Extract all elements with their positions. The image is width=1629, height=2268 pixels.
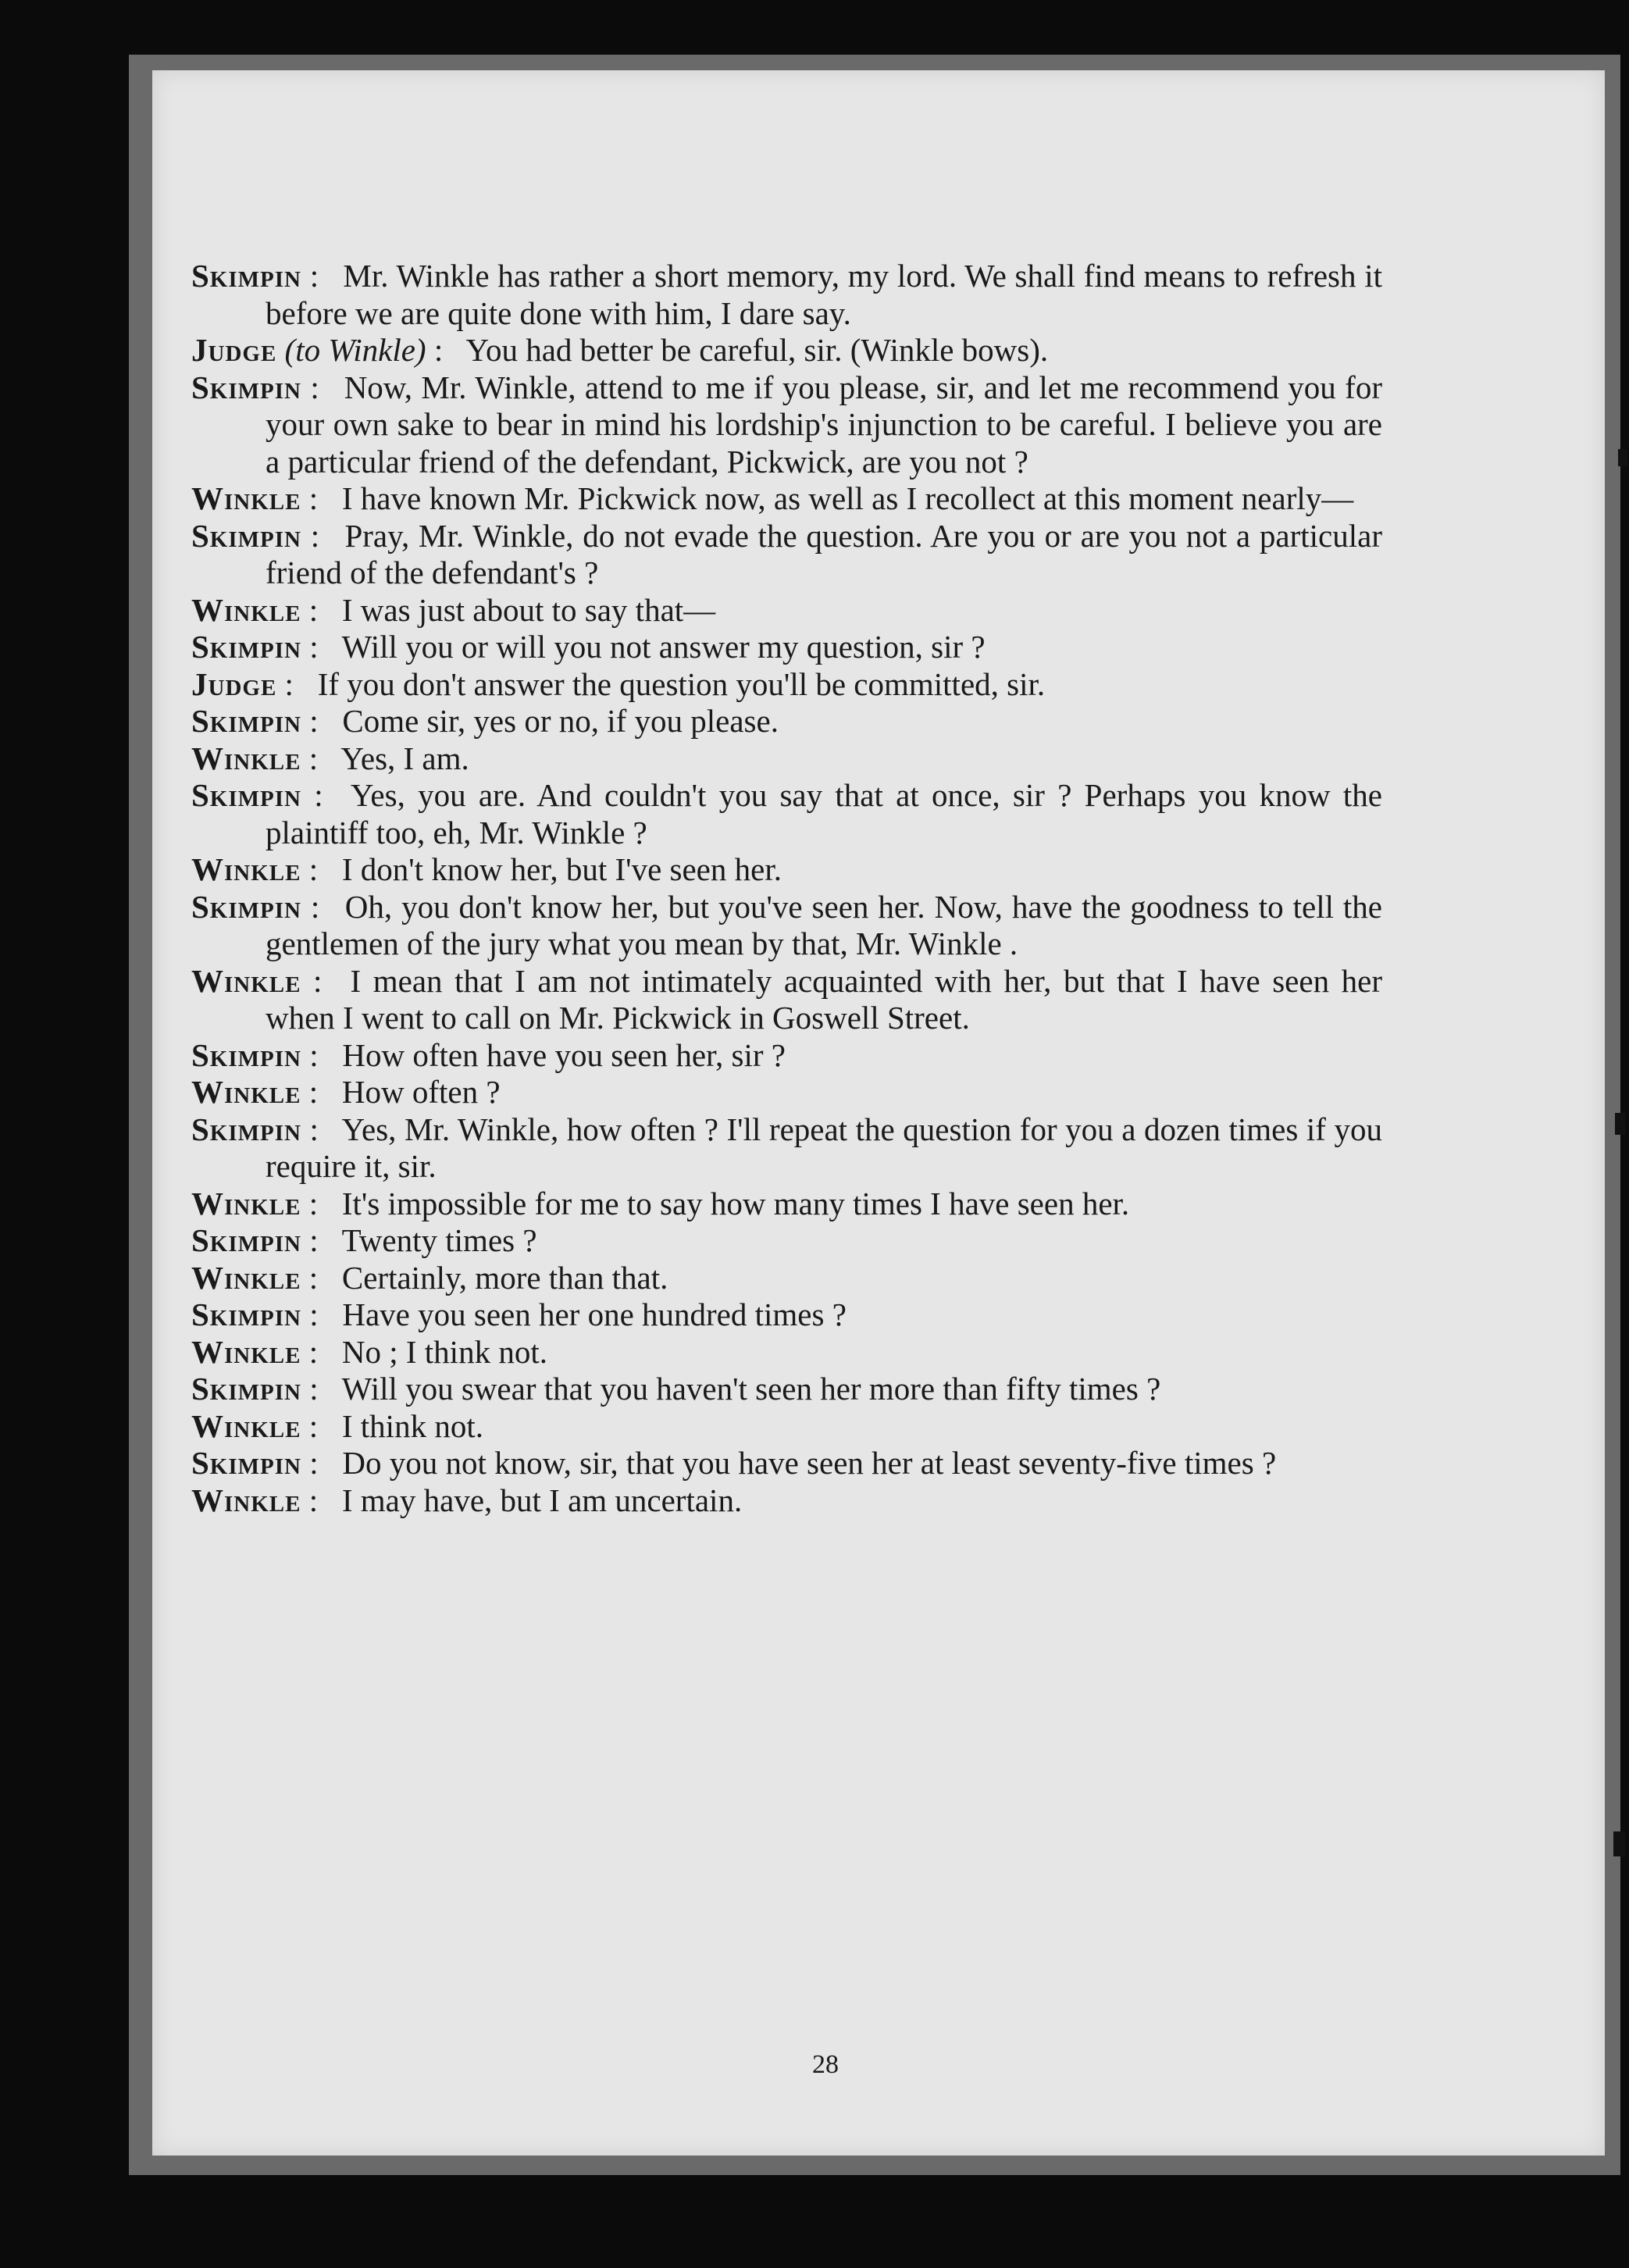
- line-text: I may have, but I am uncertain.: [341, 1482, 743, 1518]
- dialogue-line-24: Winkle : I think not.: [191, 1407, 483, 1444]
- line-text: Oh, you don't know her, but you've seen her. Now, have the goodness to tell the gentlemen of the jury what you mean by that, Mr. Winkle .: [266, 888, 1383, 961]
- dialogue-line-8: Judge : If you don't answer the question you'll be committed, sir.: [191, 665, 1046, 702]
- speaker-name: Skimpin: [191, 1445, 301, 1481]
- line-text: Have you seen her one hundred times ?: [342, 1296, 847, 1332]
- speaker-name: Skimpin: [191, 517, 301, 554]
- speaker-name: Skimpin: [191, 369, 301, 405]
- line-text: I mean that I am not intimately acquainted with her, but that I have seen her when I went to call on Mr. Pickwick in Goswell Street.: [266, 962, 1382, 1036]
- line-text: Yes, Mr. Winkle, how often ? I'll repeat the question for you a dozen times if you require it, sir.: [266, 1111, 1382, 1184]
- speaker-name: Winkle: [191, 1407, 301, 1444]
- line-text: How often have you seen her, sir ?: [342, 1036, 786, 1073]
- line-text: I think not.: [341, 1407, 483, 1444]
- speaker-name: Skimpin: [191, 1296, 301, 1332]
- speaker-name: Winkle: [191, 1482, 301, 1518]
- speaker-name: Skimpin: [191, 1222, 301, 1258]
- speaker-name: Judge: [191, 332, 277, 368]
- line-text: You had better be careful, sir. (Winkle bows).: [465, 332, 1049, 368]
- speaker-name: Winkle: [191, 1259, 301, 1296]
- page-number: 28: [812, 2050, 839, 2079]
- dialogue-line-7: Skimpin : Will you or will you not answer my question, sir ?: [191, 629, 986, 665]
- speaker-name: Winkle: [191, 591, 301, 628]
- dialogue-line-1: Skimpin : Mr. Winkle has rather a short memory, my lord. We shall find means to refresh it before we are quite done with him, I dare say.: [191, 258, 1383, 331]
- dialogue-line-14: Winkle : I mean that I am not intimately acquainted with her, but that I have seen her when I went to call on Mr. Pickwick in Goswell Street.: [191, 962, 1382, 1036]
- line-text: Twenty times ?: [341, 1222, 537, 1258]
- stage-direction: (to Winkle): [284, 332, 426, 368]
- speaker-name: Skimpin: [191, 1111, 301, 1147]
- dialogue-line-10: Winkle : Yes, I am.: [191, 740, 469, 776]
- line-text: Now, Mr. Winkle, attend to me if you please, sir, and let me recommend you for your own sake to bear in mind his lordship's injunction to be careful. I believe you are a particular friend of the defendant, Pickwick, are you not ?: [266, 369, 1382, 480]
- speaker-name: Skimpin: [191, 703, 301, 739]
- dialogue-line-6: Winkle : I was just about to say that—: [191, 591, 716, 628]
- dialogue-line-21: Skimpin : Have you seen her one hundred times ?: [191, 1296, 847, 1332]
- speaker-name: Skimpin: [191, 1036, 301, 1073]
- dialogue-line-12: Winkle : I don't know her, but I've seen her.: [191, 851, 782, 887]
- dialogue-line-13: Skimpin : Oh, you don't know her, but you've seen her. Now, have the goodness to tell the gentlemen of the jury what you mean by that, Mr. Winkle .: [191, 888, 1383, 961]
- dialogue-line-18: Winkle : It's impossible for me to say how many times I have seen her.: [191, 1185, 1130, 1221]
- dialogue-line-17: Skimpin : Yes, Mr. Winkle, how often ? I'll repeat the question for you a dozen times if you require it, sir.: [191, 1111, 1382, 1184]
- dialogue-text: [191, 258, 1382, 1519]
- speaker-name: Skimpin: [191, 777, 301, 813]
- speaker-name: Skimpin: [191, 629, 301, 665]
- line-text: Will you or will you not answer my question, sir ?: [341, 629, 986, 665]
- dialogue-line-9: Skimpin : Come sir, yes or no, if you please.: [191, 703, 779, 739]
- line-text: I was just about to say that—: [341, 591, 716, 628]
- speaker-name: Winkle: [191, 480, 301, 516]
- line-text: I have known Mr. Pickwick now, as well as I recollect at this moment nearly—: [341, 480, 1354, 516]
- dialogue-line-15: Skimpin : How often have you seen her, sir ?: [191, 1036, 786, 1073]
- line-text: Mr. Winkle has rather a short memory, my lord. We shall find means to refresh it before we are quite done with him, I dare say.: [266, 258, 1383, 331]
- dialogue-line-20: Winkle : Certainly, more than that.: [191, 1259, 668, 1296]
- speaker-name: Winkle: [191, 1333, 301, 1370]
- dialogue-line-23: Skimpin : Will you swear that you haven't seen her more than fifty times ?: [191, 1371, 1161, 1407]
- line-text: Yes, I am.: [340, 740, 469, 776]
- dialogue-line-22: Winkle : No ; I think not.: [191, 1333, 547, 1370]
- dialogue-line-16: Winkle : How often ?: [191, 1074, 501, 1110]
- speaker-name: Skimpin: [191, 888, 301, 925]
- dialogue-line-5: Skimpin : Pray, Mr. Winkle, do not evade the question. Are you or are you not a particular friend of the defendant's ?: [191, 517, 1382, 590]
- line-text: Certainly, more than that.: [341, 1259, 668, 1296]
- line-text: Do you not know, sir, that you have seen her at least seventy-five times ?: [342, 1445, 1277, 1481]
- line-text: I don't know her, but I've seen her.: [341, 851, 782, 887]
- scan-mark: [1613, 1831, 1626, 1856]
- dialogue-line-26: Winkle : I may have, but I am uncertain.: [191, 1482, 743, 1518]
- dialogue-line-4: Winkle : I have known Mr. Pickwick now, as well as I recollect at this moment nearly—: [191, 480, 1354, 516]
- scan-mark: [1618, 449, 1627, 466]
- line-text: Pray, Mr. Winkle, do not evade the question. Are you or are you not a particular friend of the defendant's ?: [266, 517, 1382, 590]
- speaker-name: Skimpin: [191, 258, 301, 294]
- line-text: No ; I think not.: [341, 1333, 547, 1370]
- speaker-name: Winkle: [191, 851, 301, 887]
- scan-mark: [1615, 1113, 1626, 1135]
- line-text: How often ?: [341, 1074, 501, 1110]
- speaker-name: Skimpin: [191, 1371, 301, 1407]
- line-text: It's impossible for me to say how many times I have seen her.: [341, 1185, 1130, 1221]
- speaker-name: Winkle: [191, 1185, 301, 1221]
- dialogue-line-19: Skimpin : Twenty times ?: [191, 1222, 537, 1258]
- speaker-name: Winkle: [191, 962, 301, 999]
- line-text: Will you swear that you haven't seen her more than fifty times ?: [341, 1371, 1161, 1407]
- line-text: Come sir, yes or no, if you please.: [342, 703, 779, 739]
- speaker-name: Winkle: [191, 740, 301, 776]
- dialogue-line-11: Skimpin : Yes, you are. And couldn't you say that at once, sir ? Perhaps you know the plaintiff too, eh, Mr. Winkle ?: [191, 777, 1382, 850]
- line-text: Yes, you are. And couldn't you say that at once, sir ? Perhaps you know the plaintiff too, eh, Mr. Winkle ?: [266, 777, 1382, 850]
- speaker-name: Judge: [191, 665, 277, 702]
- dialogue-line-3: Skimpin : Now, Mr. Winkle, attend to me if you please, sir, and let me recommend you for your own sake to bear in mind his lordship's injunction to be careful. I believe you are a particular friend of the defendant, Pickwick, are you not ?: [191, 369, 1382, 480]
- dialogue-line-25: Skimpin : Do you not know, sir, that you have seen her at least seventy-five times ?: [191, 1445, 1277, 1481]
- line-text: If you don't answer the question you'll be committed, sir.: [317, 665, 1046, 702]
- speaker-name: Winkle: [191, 1074, 301, 1110]
- dialogue-line-2: Judge (to Winkle) : You had better be careful, sir. (Winkle bows).: [191, 332, 1049, 368]
